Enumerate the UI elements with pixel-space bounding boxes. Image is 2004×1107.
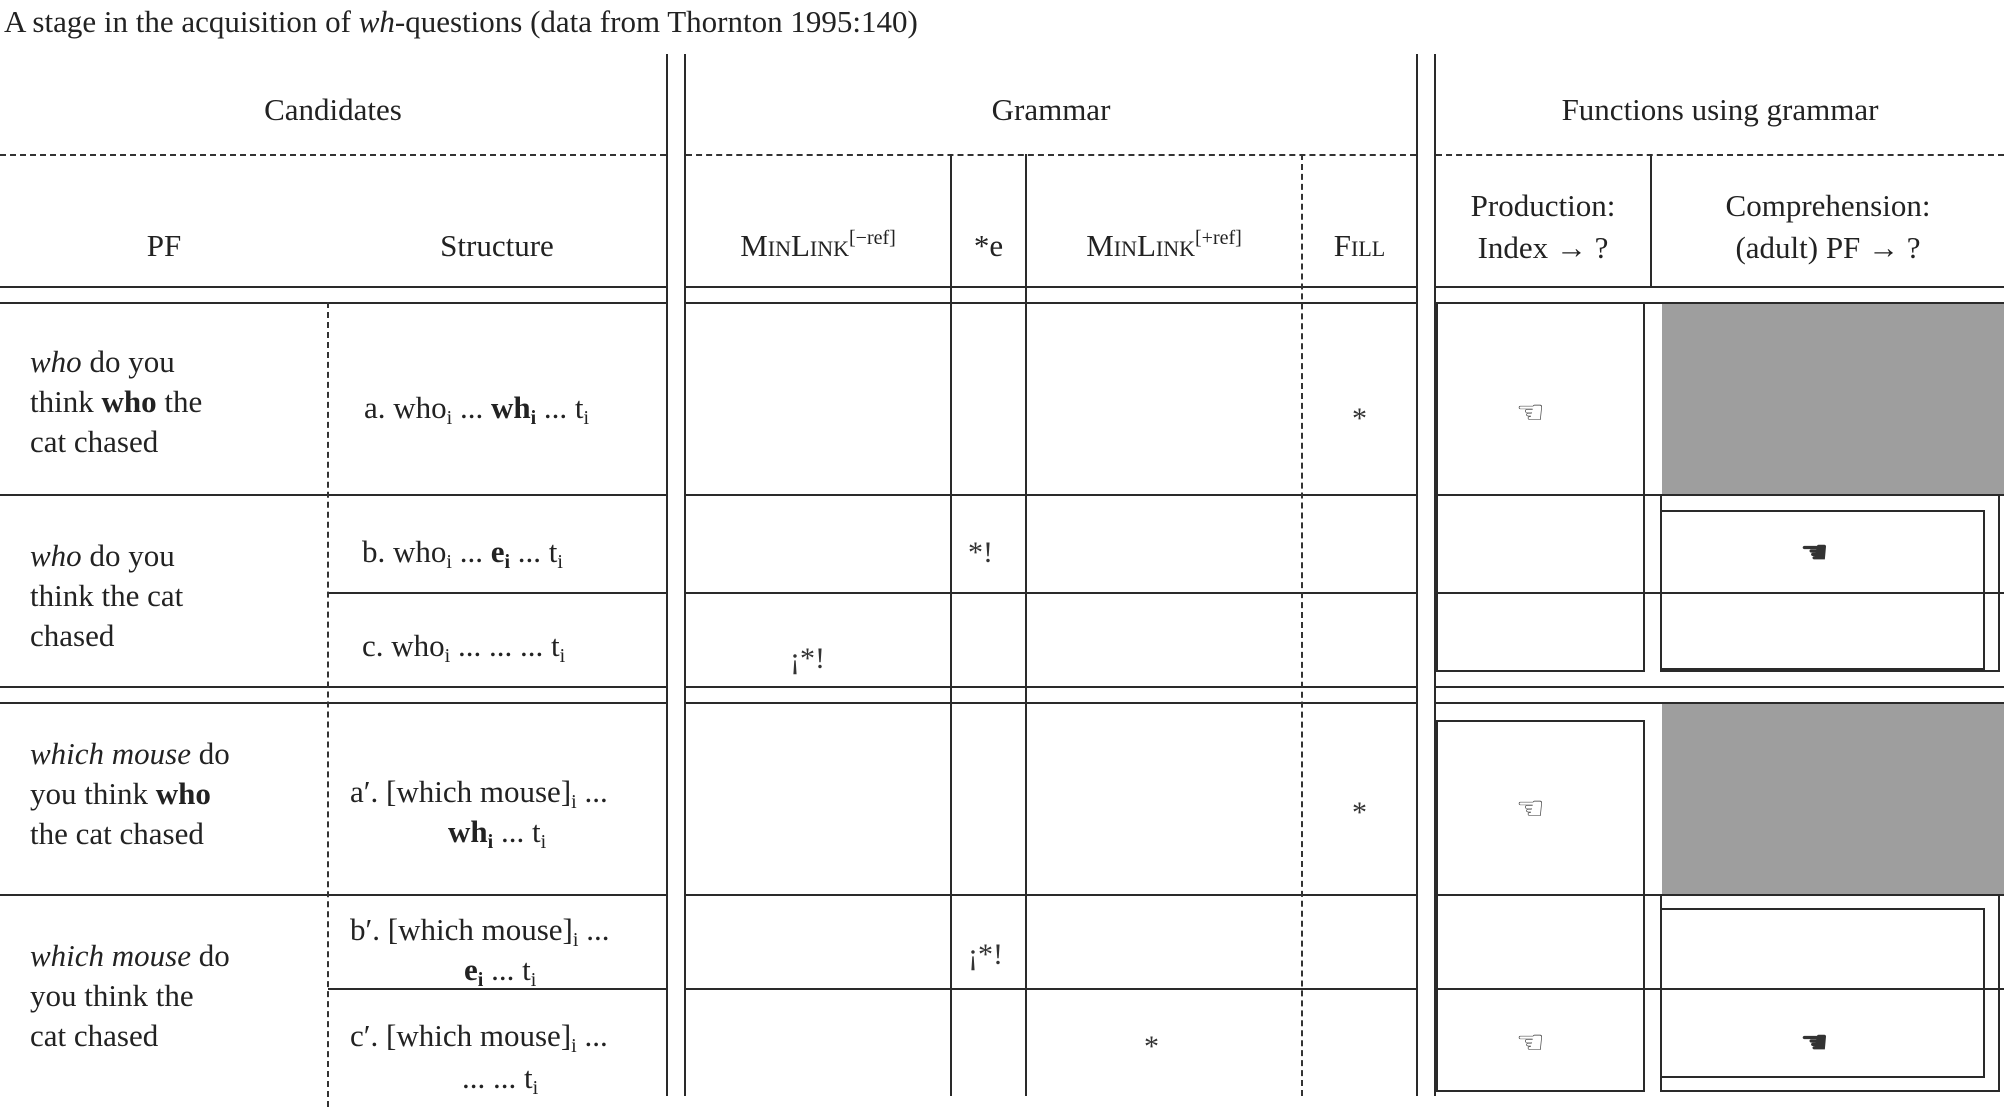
header-minlink-neg: MinLink[−ref] xyxy=(740,227,896,263)
pointing-hand-icon: ☜ xyxy=(1516,394,1545,430)
divider xyxy=(1436,686,2004,688)
header-pf: PF xyxy=(146,228,182,263)
table-caption: A stage in the acquisition of wh-questions (data from Thornton 1995:140) xyxy=(4,4,918,39)
divider xyxy=(0,702,666,704)
header-production-line1: Production: xyxy=(1470,188,1616,223)
pointing-hand-icon: ☜ xyxy=(1516,1024,1545,1060)
divider xyxy=(686,302,1416,304)
divider xyxy=(328,592,666,594)
divider xyxy=(1436,286,2004,288)
divider xyxy=(1650,154,1652,288)
divider xyxy=(0,894,666,896)
violation-mark: * xyxy=(1352,402,1367,435)
structure-b: b. who$_i$ ... $e_i$ ... $t_i$ xyxy=(362,534,563,573)
divider xyxy=(686,592,1416,594)
header-comprehension-line2: (adult) PF → ? xyxy=(1735,230,1921,265)
structure-c-prime: c′. [which $mouse]_i$ ... xyxy=(350,1018,608,1057)
left-pointing-hand-icon: ☚ xyxy=(1800,1024,1829,1060)
divider xyxy=(1301,154,1303,1096)
left-pointing-hand-icon: ☚ xyxy=(1800,534,1829,570)
structure-c-prime-cont: ... ... $t_i$ xyxy=(462,1060,539,1099)
divider xyxy=(0,494,666,496)
structure-a: a. who$_i$ ... $wh_i$ ... $t_i$ xyxy=(364,390,590,429)
header-comprehension-line1: Comprehension: xyxy=(1725,188,1931,223)
pf-group-2: who do you think the cat chased xyxy=(30,538,184,653)
violation-mark: * xyxy=(1352,796,1367,829)
divider xyxy=(686,894,1416,896)
header-star-e: *e xyxy=(973,228,1004,263)
divider xyxy=(686,154,1416,156)
header-structure: Structure xyxy=(440,228,554,263)
comprehension-shade xyxy=(1662,304,2004,494)
structure-c: c. who$_i$ ... ... ... $t_i$ xyxy=(362,628,566,667)
divider xyxy=(0,302,666,304)
violation-mark: ¡*! xyxy=(968,938,1003,971)
header-grammar: Grammar xyxy=(991,92,1111,127)
divider xyxy=(686,686,1416,688)
divider xyxy=(1416,54,1418,1096)
structure-b-prime-cont: $e_i$ ... $t_i$ xyxy=(464,952,537,991)
divider xyxy=(1436,154,2004,156)
divider xyxy=(684,54,686,1096)
pf-group-4: which mouse do you think the cat chased xyxy=(30,938,230,1053)
pointing-hand-icon: ☜ xyxy=(1516,790,1545,826)
structure-a-prime-cont: $wh_i$ ... $t_i$ xyxy=(448,814,547,853)
divider xyxy=(686,988,1416,990)
production-box xyxy=(1436,302,1645,672)
violation-mark: ¡*! xyxy=(790,642,825,675)
comprehension-shade xyxy=(1662,704,2004,894)
pf-group-3: which mouse do you think who the cat chased xyxy=(30,736,230,851)
divider xyxy=(686,702,1416,704)
divider xyxy=(1025,154,1027,1096)
divider xyxy=(328,988,666,990)
divider xyxy=(686,286,1416,288)
divider xyxy=(0,686,666,688)
header-production-line2: Index → ? xyxy=(1477,230,1609,265)
divider xyxy=(0,154,666,156)
divider xyxy=(666,54,668,1096)
pf-group-1: who do you think who the cat chased xyxy=(30,344,203,459)
header-candidates: Candidates xyxy=(264,92,402,127)
divider xyxy=(0,286,666,288)
header-fill: Fill xyxy=(1333,228,1386,263)
structure-b-prime: b′. [which $mouse]_i$ ... xyxy=(350,912,610,951)
divider xyxy=(950,154,952,1096)
structure-a-prime: a′. [which $mouse]_i$ ... xyxy=(350,774,608,813)
violation-mark: *! xyxy=(968,536,993,569)
header-functions: Functions using grammar xyxy=(1561,92,1879,127)
divider xyxy=(327,302,329,1107)
header-minlink-pos: MinLink[+ref] xyxy=(1086,227,1242,263)
divider xyxy=(686,494,1416,496)
violation-mark: * xyxy=(1144,1030,1159,1063)
